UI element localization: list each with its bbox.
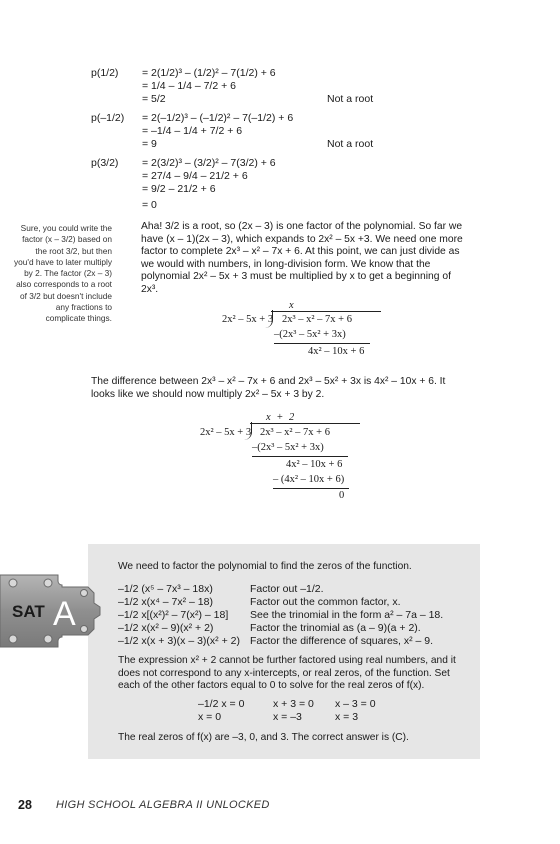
sidebar-note: Sure, you could write the factor (x – 3/2) based on the root 3/2, but then you'd have to later multiply by 2. The factor (2x – 3) also corresponds to a root of 3/2 but doesn't include any fractions to complicate things. (14, 223, 112, 324)
eval-line: = –1/4 – 1/4 + 7/2 + 6 (142, 125, 243, 137)
division-divisor: 2x² – 5x + 3 (222, 314, 274, 325)
solution-equation: –1/2 x = 0 (198, 698, 245, 710)
sat-answer-box (88, 544, 480, 759)
step-expression: –1/2 x(x + 3)(x – 3)(x² + 2) (118, 635, 240, 647)
eval-line: = 5/2 (142, 93, 166, 105)
sat-badge-letter: A (53, 595, 76, 633)
division-remainder: 4x² – 10x + 6 (308, 346, 365, 357)
sat-answer-badge (0, 573, 101, 649)
step-expression: –1/2 x(x² – 9)(x² + 2) (118, 622, 214, 634)
eval-line: = 9/2 – 21/2 + 6 (142, 183, 216, 195)
division-bar (250, 423, 360, 424)
book-title: HIGH SCHOOL ALGEBRA II UNLOCKED (56, 799, 270, 811)
division-quotient: x (289, 300, 294, 311)
step-expression: –1/2 x[(x²)² – 7(x²) – 18] (118, 609, 229, 621)
solution-equation: x + 3 = 0 (273, 698, 314, 710)
division-bar (271, 311, 381, 312)
division-rule (274, 343, 370, 344)
eval-label: p(–1/2) (91, 112, 125, 124)
eval-label: p(1/2) (91, 67, 119, 79)
division-subtract: –(2x³ – 5x² + 3x) (274, 329, 346, 340)
step-expression: –1/2 x(x⁴ – 7x² – 18) (118, 596, 213, 608)
division-bracket (264, 310, 273, 328)
eval-note: Not a root (327, 93, 374, 105)
eval-line: = 2(1/2)³ – (1/2)² – 7(1/2) + 6 (142, 67, 276, 79)
sat-intro: We need to factor the polynomial to find the zeros of the function. (118, 561, 412, 572)
eval-line: = 9 (142, 138, 157, 150)
eval-line: = 2(3/2)³ – (3/2)² – 7(3/2) + 6 (142, 157, 276, 169)
eval-note: Not a root (327, 138, 374, 150)
division-divisor: 2x² – 5x + 3 (200, 427, 252, 438)
step-reason: Factor the trinomial as (a – 9)(a + 2). (250, 622, 421, 634)
sat-badge-label: SAT (12, 602, 45, 621)
division-rule-2 (273, 488, 349, 489)
step-reason: Factor the difference of squares, x² – 9. (250, 635, 434, 647)
step-reason: See the trinomial in the form a² – 7a – 18. (250, 609, 444, 621)
sat-explanation: The expression x² + 2 cannot be further factored using real numbers, and it does not correspond to any x-intercepts, or real zeros, of the function. Set each of the other factors equal to 0 to solve for the real zeros of f(x). (118, 655, 456, 692)
solution-value: x = –3 (273, 711, 302, 723)
eval-line: = 0 (142, 199, 157, 211)
solution-equation: x – 3 = 0 (335, 698, 376, 710)
eval-line: = 2(–1/2)³ – (–1/2)² – 7(–1/2) + 6 (142, 112, 294, 124)
division-subtract: –(2x³ – 5x² + 3x) (252, 442, 324, 453)
division-dividend: 2x³ – x² – 7x + 6 (282, 314, 352, 325)
division-dividend: 2x³ – x² – 7x + 6 (260, 427, 330, 438)
division-rule (252, 456, 348, 457)
step-expression: –1/2 (x⁵ – 7x³ – 18x) (118, 583, 213, 595)
division-quotient: x + 2 (266, 412, 295, 423)
explanation-paragraph-2: The difference between 2x³ – x² – 7x + 6 and 2x³ – 5x² + 3x is 4x² – 10x + 6. It looks like we should now multiply 2x² – 5x + 3 by 2. (91, 376, 446, 400)
eval-label: p(3/2) (91, 157, 119, 169)
solution-value: x = 0 (198, 711, 222, 723)
division-subtract-2: – (4x² – 10x + 6) (273, 474, 345, 485)
page-number: 28 (18, 798, 32, 812)
solution-value: x = 3 (335, 711, 359, 723)
division-final-remainder: 0 (339, 490, 345, 501)
eval-line: = 27/4 – 9/4 – 21/2 + 6 (142, 170, 248, 182)
division-remainder: 4x² – 10x + 6 (286, 459, 343, 470)
sat-conclusion: The real zeros of f(x) are –3, 0, and 3. The correct answer is (C). (118, 732, 409, 743)
eval-line: = 1/4 – 1/4 – 7/2 + 6 (142, 80, 236, 92)
step-reason: Factor out the common factor, x. (250, 596, 401, 608)
step-reason: Factor out –1/2. (250, 583, 324, 595)
explanation-paragraph: Aha! 3/2 is a root, so (2x – 3) is one factor of the polynomial. So far we have (x – 1)(2x – 3), which expands to 2x² – 5x +3. We need one more factor to complete 2x³ – x² – 7x + 6. At this point, we can just divide as we would with numbers, in long-division form. We know that the polynomial 2x² – 5x + 3 must be multiplied by x to get a beginning of 2x³. (141, 221, 463, 295)
